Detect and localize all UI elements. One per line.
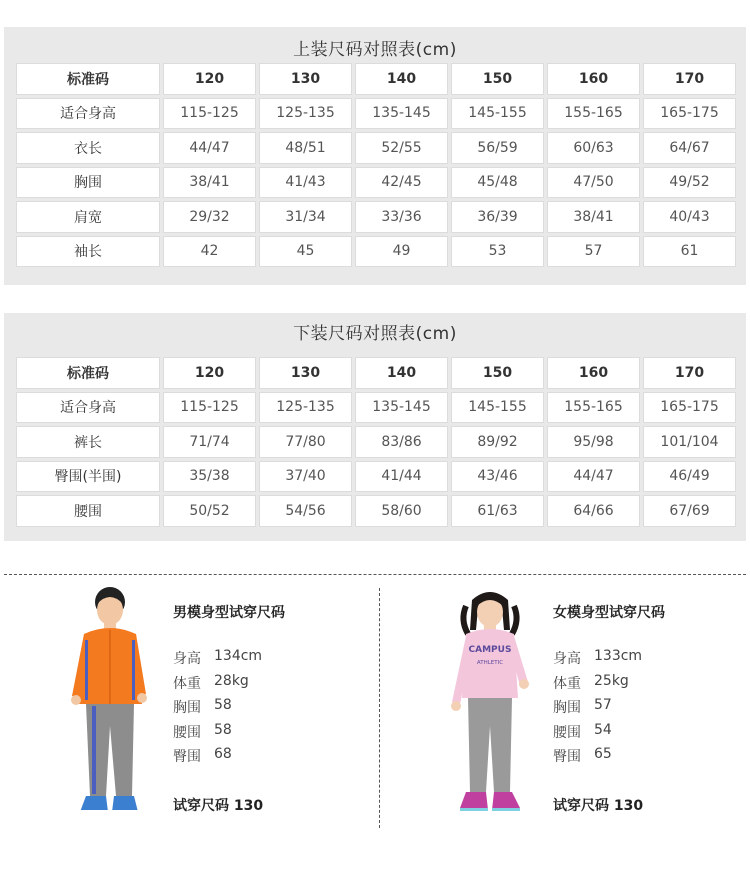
table-cell: 58/60 <box>355 495 448 527</box>
stat-value: 68 <box>214 746 232 762</box>
table-cell: 38/41 <box>163 167 256 199</box>
stat-value: 57 <box>594 697 612 713</box>
boy-model-title: 男模身型试穿尺码 <box>173 605 285 621</box>
table-row <box>16 132 736 164</box>
stat-value: 65 <box>594 746 612 762</box>
table-cell: 49/52 <box>643 167 736 199</box>
girl-fit-size: 试穿尺码 130 <box>553 797 644 814</box>
table-cell: 42/45 <box>355 167 448 199</box>
header-cell: 140 <box>355 63 448 95</box>
table-cell: 155-165 <box>547 98 640 130</box>
stat-row <box>553 722 750 747</box>
header-cell: 140 <box>355 357 448 389</box>
header-cell: 标准码 <box>16 357 160 389</box>
stat-value: 58 <box>214 697 232 713</box>
table-cell: 43/46 <box>451 461 544 493</box>
table-cell: 95/98 <box>547 426 640 458</box>
stat-label: 腰围 <box>173 724 201 741</box>
table-row <box>16 426 736 458</box>
table-cell: 115-125 <box>163 392 256 424</box>
table-cell: 135-145 <box>355 98 448 130</box>
table-cell: 101/104 <box>643 426 736 458</box>
stat-label: 臀围 <box>173 749 201 765</box>
header-cell: 标准码 <box>16 63 160 95</box>
header-cell: 170 <box>643 357 736 389</box>
header-cell: 150 <box>451 63 544 95</box>
row-label: 衣长 <box>16 132 160 164</box>
table-cell: 37/40 <box>259 461 352 493</box>
table-cell: 77/80 <box>259 426 352 458</box>
table-cell: 53 <box>451 236 544 268</box>
header-cell: 130 <box>259 357 352 389</box>
row-label: 袖长 <box>16 236 160 268</box>
stat-label: 身高 <box>173 651 201 667</box>
table-cell: 50/52 <box>163 495 256 527</box>
stat-value: 58 <box>214 721 232 738</box>
bottom-size-table <box>13 354 739 530</box>
table-cell: 31/34 <box>259 201 352 233</box>
table-header-row <box>16 63 736 95</box>
table-row <box>16 167 736 199</box>
table-cell: 48/51 <box>259 132 352 164</box>
header-cell: 150 <box>451 357 544 389</box>
dashed-divider-horizontal <box>4 574 746 575</box>
table-cell: 33/36 <box>355 201 448 233</box>
table-cell: 83/86 <box>355 426 448 458</box>
table-cell: 41/43 <box>259 167 352 199</box>
stat-value: 134cm <box>214 648 263 664</box>
row-label: 臀围(半围) <box>16 461 160 493</box>
table-cell: 49 <box>355 236 448 268</box>
table-cell: 47/50 <box>547 167 640 199</box>
stat-row <box>173 722 373 747</box>
table-cell: 36/39 <box>451 201 544 233</box>
stat-row <box>173 673 373 698</box>
stat-label: 胸围 <box>173 700 201 716</box>
top-size-panel <box>4 27 746 285</box>
table-cell: 61 <box>643 236 736 268</box>
table-cell: 52/55 <box>355 132 448 164</box>
stat-row <box>553 673 750 698</box>
table-row <box>16 495 736 527</box>
table-cell: 67/69 <box>643 495 736 527</box>
table-cell: 45 <box>259 236 352 268</box>
header-cell: 170 <box>643 63 736 95</box>
stat-label: 腰围 <box>553 724 581 741</box>
stat-value: 25kg <box>594 672 629 689</box>
stat-label: 身高 <box>553 651 581 667</box>
table-cell: 38/41 <box>547 201 640 233</box>
table-cell: 57 <box>547 236 640 268</box>
boy-model-section <box>30 586 390 836</box>
table-cell: 42 <box>163 236 256 268</box>
table-row <box>16 392 736 424</box>
stat-label: 体重 <box>173 675 201 692</box>
table-cell: 44/47 <box>163 132 256 164</box>
table-cell: 155-165 <box>547 392 640 424</box>
table-cell: 145-155 <box>451 98 544 130</box>
stat-row <box>173 648 373 673</box>
row-label: 肩宽 <box>16 201 160 233</box>
top-table-title: 上装尺码对照表(cm) <box>293 40 457 60</box>
stat-value: 28kg <box>214 672 249 689</box>
table-cell: 125-135 <box>259 392 352 424</box>
table-cell: 135-145 <box>355 392 448 424</box>
hoodie-text-athletic: ATHLETIC <box>476 660 504 666</box>
table-cell: 61/63 <box>451 495 544 527</box>
table-cell: 71/74 <box>163 426 256 458</box>
girl-model-figure <box>430 586 550 826</box>
table-cell: 46/49 <box>643 461 736 493</box>
hoodie-text-campus: CAMPUS <box>468 645 512 655</box>
stat-label: 胸围 <box>553 700 581 716</box>
table-cell: 29/32 <box>163 201 256 233</box>
stat-label: 臀围 <box>553 749 581 765</box>
bottom-table-title: 下装尺码对照表(cm) <box>293 324 457 344</box>
header-cell: 120 <box>163 63 256 95</box>
stat-value: 133cm <box>594 648 643 664</box>
table-cell: 54/56 <box>259 495 352 527</box>
table-cell: 165-175 <box>643 98 736 130</box>
table-cell: 40/43 <box>643 201 736 233</box>
table-cell: 64/66 <box>547 495 640 527</box>
stat-row <box>553 697 750 722</box>
table-cell: 145-155 <box>451 392 544 424</box>
table-cell: 60/63 <box>547 132 640 164</box>
bottom-size-panel <box>4 313 746 541</box>
stat-row <box>553 746 750 771</box>
row-label: 裤长 <box>16 426 160 458</box>
table-cell: 41/44 <box>355 461 448 493</box>
row-label: 腰围 <box>16 495 160 527</box>
table-header-row <box>16 357 736 389</box>
row-label: 适合身高 <box>16 392 160 424</box>
table-cell: 115-125 <box>163 98 256 130</box>
table-cell: 56/59 <box>451 132 544 164</box>
header-cell: 120 <box>163 357 256 389</box>
girl-model-section <box>410 586 750 836</box>
boy-model-info <box>173 602 373 815</box>
header-cell: 130 <box>259 63 352 95</box>
top-size-table <box>13 60 739 270</box>
row-label: 适合身高 <box>16 98 160 130</box>
table-cell: 45/48 <box>451 167 544 199</box>
table-cell: 44/47 <box>547 461 640 493</box>
girl-model-title: 女模身型试穿尺码 <box>553 605 665 621</box>
table-row <box>16 98 736 130</box>
table-cell: 64/67 <box>643 132 736 164</box>
table-row <box>16 201 736 233</box>
row-label: 胸围 <box>16 167 160 199</box>
stat-row <box>553 648 750 673</box>
table-cell: 89/92 <box>451 426 544 458</box>
stat-label: 体重 <box>553 675 581 692</box>
stat-row <box>173 697 373 722</box>
table-cell: 35/38 <box>163 461 256 493</box>
table-cell: 165-175 <box>643 392 736 424</box>
girl-model-info <box>553 602 750 815</box>
table-row <box>16 461 736 493</box>
boy-fit-size: 试穿尺码 130 <box>173 797 264 814</box>
header-cell: 160 <box>547 63 640 95</box>
table-cell: 125-135 <box>259 98 352 130</box>
stat-value: 54 <box>594 721 612 738</box>
table-row <box>16 236 736 268</box>
header-cell: 160 <box>547 357 640 389</box>
stat-row <box>173 746 373 771</box>
boy-model-figure <box>50 586 170 826</box>
